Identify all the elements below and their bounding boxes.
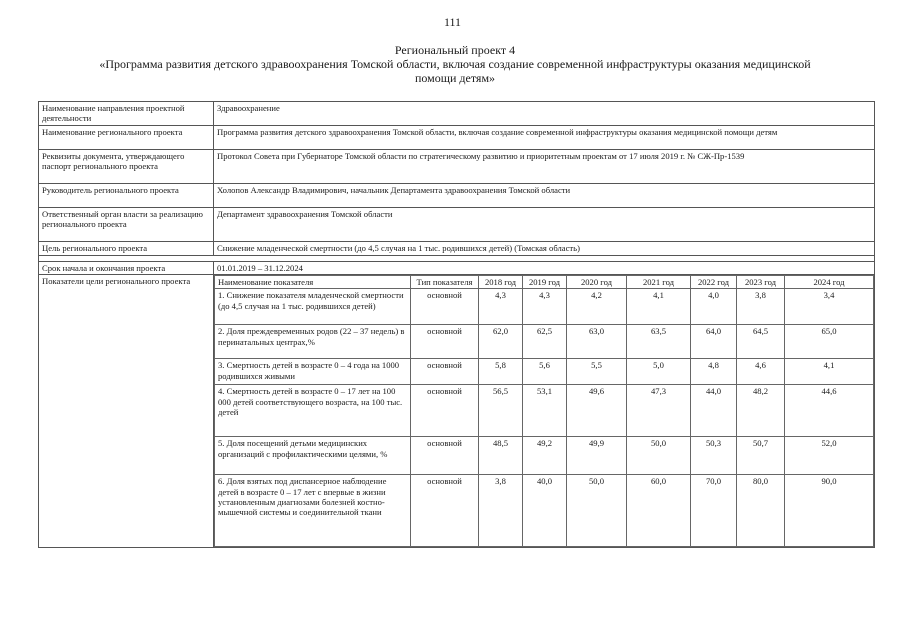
- passport-row: [39, 126, 875, 150]
- indicator-value: 50,0: [627, 437, 691, 475]
- passport-label: Руководитель регионального проекта: [39, 184, 214, 208]
- indicator-value: 49,2: [523, 437, 567, 475]
- indicator-value: 4,1: [627, 289, 691, 325]
- indicator-value: 4,3: [479, 289, 523, 325]
- indicator-type: основной: [411, 437, 479, 475]
- passport-row: [39, 242, 875, 256]
- passport-value: Холопов Александр Владимирович, начальник Департамента здравоохранения Томской области: [214, 184, 875, 208]
- indicator-value: 44,6: [785, 385, 874, 437]
- indicator-value: 80,0: [737, 475, 785, 547]
- indicator-row: [215, 325, 874, 359]
- indicator-value: 50,0: [567, 475, 627, 547]
- indicator-value: 3,4: [785, 289, 874, 325]
- indicator-value: 4,1: [785, 359, 874, 385]
- indicator-value: 70,0: [691, 475, 737, 547]
- column-header: 2021 год: [627, 276, 691, 289]
- passport-value: Департамент здравоохранения Томской области: [214, 208, 875, 242]
- indicator-value: 49,9: [567, 437, 627, 475]
- indicators-header-row: [215, 276, 874, 289]
- indicator-value: 64,0: [691, 325, 737, 359]
- indicator-value: 65,0: [785, 325, 874, 359]
- indicator-row: [215, 385, 874, 437]
- indicator-value: 5,0: [627, 359, 691, 385]
- indicator-type: основной: [411, 325, 479, 359]
- indicator-type: основной: [411, 385, 479, 437]
- term-label: Срок начала и окончания проекта: [39, 262, 214, 275]
- indicators-label: Показатели цели регионального проекта: [39, 275, 214, 548]
- indicator-value: 5,8: [479, 359, 523, 385]
- indicators-cell: [214, 275, 875, 548]
- indicator-value: 50,7: [737, 437, 785, 475]
- indicators-row: [39, 275, 875, 548]
- indicator-value: 40,0: [523, 475, 567, 547]
- indicators-table: [214, 275, 874, 547]
- indicator-name: 1. Снижение показателя младенческой смертности (до 4,5 случая на 1 тыс. родившихся детей): [215, 289, 411, 325]
- indicator-value: 3,8: [737, 289, 785, 325]
- indicator-value: 63,5: [627, 325, 691, 359]
- passport-value: Здравоохранение: [214, 102, 875, 126]
- passport-row: [39, 102, 875, 126]
- indicator-value: 4,6: [737, 359, 785, 385]
- indicator-value: 48,2: [737, 385, 785, 437]
- column-header: 2023 год: [737, 276, 785, 289]
- indicator-value: 64,5: [737, 325, 785, 359]
- indicator-row: [215, 475, 874, 547]
- passport-value: Программа развития детского здравоохранения Томской области, включая создание современной инфраструктуры оказания медицинской помощи детям: [214, 126, 875, 150]
- term-value: 01.01.2019 – 31.12.2024: [214, 262, 875, 275]
- indicator-row: [215, 359, 874, 385]
- column-header: Наименование показателя: [215, 276, 411, 289]
- column-header: 2020 год: [567, 276, 627, 289]
- indicator-value: 4,0: [691, 289, 737, 325]
- indicator-value: 48,5: [479, 437, 523, 475]
- passport-value: Снижение младенческой смертности (до 4,5 случая на 1 тыс. родившихся детей) (Томская область): [214, 242, 875, 256]
- header-subtitle: «Программа развития детского здравоохранения Томской области, включая создание современной инфраструктуры оказания медицинской: [99, 57, 811, 71]
- indicator-value: 44,0: [691, 385, 737, 437]
- indicator-value: 3,8: [479, 475, 523, 547]
- indicator-value: 53,1: [523, 385, 567, 437]
- indicator-name: 3. Смертность детей в возрасте 0 – 4 года на 1000 родившихся живыми: [215, 359, 411, 385]
- passport-row: [39, 184, 875, 208]
- indicator-type: основной: [411, 289, 479, 325]
- indicator-name: 5. Доля посещений детьми медицинских организаций с профилактическими целями, %: [215, 437, 411, 475]
- indicator-value: 63,0: [567, 325, 627, 359]
- indicator-value: 4,2: [567, 289, 627, 325]
- passport-row: [39, 150, 875, 184]
- column-header: Тип показателя: [411, 276, 479, 289]
- indicator-type: основной: [411, 475, 479, 547]
- column-header: 2018 год: [479, 276, 523, 289]
- page-number: 111: [443, 15, 462, 29]
- document-header: [40, 43, 870, 85]
- passport-value: Протокол Совета при Губернаторе Томской области по стратегическому развитию и приоритетным проектам от 17 июля 2019 г. № СЖ-Пр-1539: [214, 150, 875, 184]
- passport-label: Ответственный орган власти за реализацию регионального проекта: [39, 208, 214, 242]
- indicator-value: 62,0: [479, 325, 523, 359]
- indicator-value: 49,6: [567, 385, 627, 437]
- passport-label: Реквизиты документа, утверждающего паспорт регионального проекта: [39, 150, 214, 184]
- indicator-value: 56,5: [479, 385, 523, 437]
- indicator-name: 4. Смертность детей в возрасте 0 – 17 лет на 100 000 детей соответствующего возраста, на 100 тыс. детей: [215, 385, 411, 437]
- indicator-value: 50,3: [691, 437, 737, 475]
- indicator-value: 90,0: [785, 475, 874, 547]
- indicator-type: основной: [411, 359, 479, 385]
- indicator-value: 4,8: [691, 359, 737, 385]
- indicator-value: 5,5: [567, 359, 627, 385]
- term-row: [39, 262, 875, 275]
- indicator-value: 52,0: [785, 437, 874, 475]
- indicator-value: 5,6: [523, 359, 567, 385]
- indicator-value: 62,5: [523, 325, 567, 359]
- column-header: 2019 год: [523, 276, 567, 289]
- passport-label: Наименование регионального проекта: [39, 126, 214, 150]
- indicator-value: 47,3: [627, 385, 691, 437]
- header-subtitle-cont: помощи детям»: [414, 71, 496, 85]
- indicator-value: 60,0: [627, 475, 691, 547]
- indicator-row: [215, 289, 874, 325]
- passport-row: [39, 208, 875, 242]
- indicator-name: 2. Доля преждевременных родов (22 – 37 недель) в перинатальных центрах,%: [215, 325, 411, 359]
- passport-label: Наименование направления проектной деятельности: [39, 102, 214, 126]
- indicator-value: 4,3: [523, 289, 567, 325]
- passport-label: Цель регионального проекта: [39, 242, 214, 256]
- header-title: Региональный проект 4: [394, 43, 516, 57]
- indicator-name: 6. Доля взятых под диспансерное наблюдение детей в возрасте 0 – 17 лет с впервые в жизни установленным диагнозами болезней костно-мышечной системы и соединительной ткани: [215, 475, 411, 547]
- indicator-row: [215, 437, 874, 475]
- column-header: 2022 год: [691, 276, 737, 289]
- column-header: 2024 год: [785, 276, 874, 289]
- passport-table: [38, 101, 875, 548]
